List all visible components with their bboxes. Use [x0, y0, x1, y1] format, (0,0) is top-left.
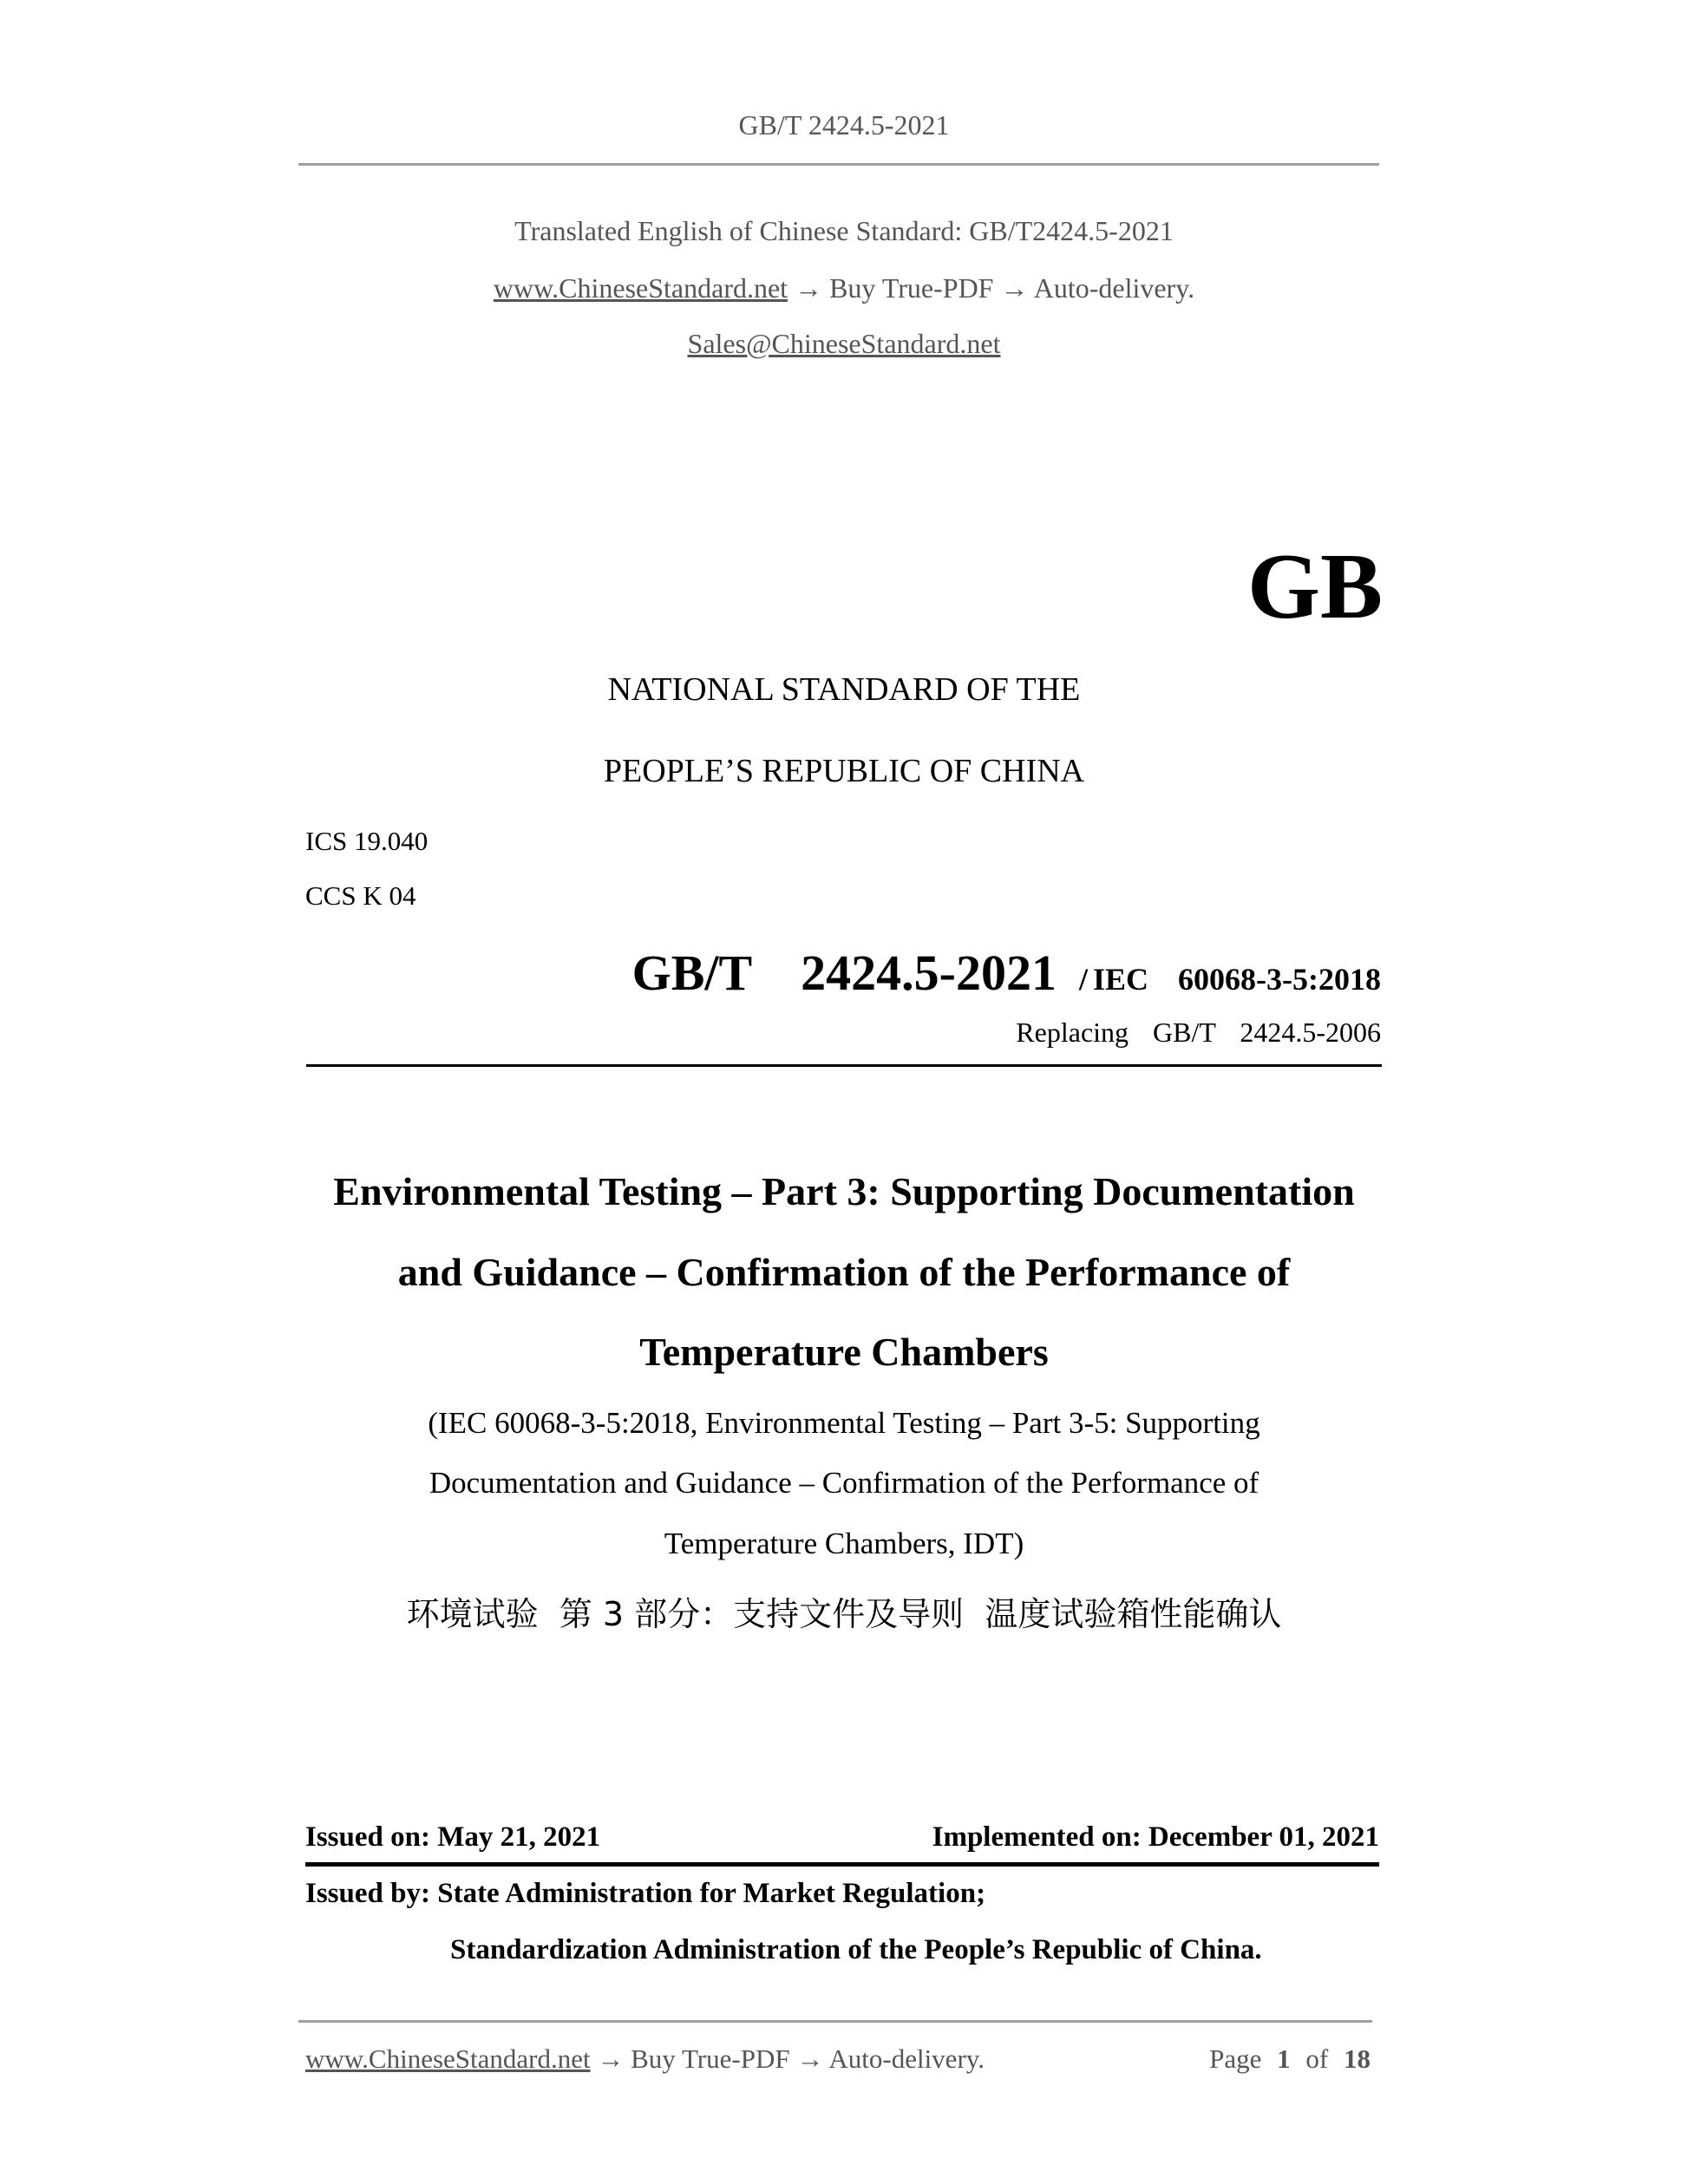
standard-number: GB/T 2424.5-2021: [631, 945, 1057, 1001]
standard-separator: /: [1079, 962, 1089, 997]
subtitle-line-1: (IEC 60068-3-5:2018, Environmental Testing – Part 3-5: Supporting: [428, 1406, 1260, 1440]
promo-text: → Buy True-PDF → Auto-delivery.: [788, 272, 1195, 304]
header-divider: [298, 163, 1379, 166]
translated-notice: Translated English of Chinese Standard: GB/T2424.5-2021: [514, 215, 1174, 246]
footer-promo-text: → Buy True-PDF → Auto-delivery.: [590, 2043, 985, 2074]
page-label: Page: [1209, 2043, 1262, 2074]
ics-code: ICS 19.040: [305, 826, 429, 856]
iec-number: IEC 60068-3-5:2018: [1093, 962, 1381, 997]
national-standard-line2: PEOPLE’S REPUBLIC OF CHINA: [603, 753, 1085, 789]
implemented-on-date: Implemented on: December 01, 2021: [932, 1821, 1379, 1853]
footer-promo: [305, 2042, 985, 2076]
page-total: 18: [1344, 2043, 1371, 2074]
ccs-code: CCS K 04: [305, 880, 416, 911]
title-line-1: Environmental Testing – Part 3: Supporting Documentation: [333, 1169, 1355, 1213]
running-header: GB/T 2424.5-2021: [738, 109, 950, 141]
page-of: of: [1305, 2043, 1329, 2074]
replacing-standard: Replacing GB/T 2424.5-2006: [1016, 1017, 1381, 1048]
promo-line: [0, 271, 1688, 305]
dates-divider: [305, 1862, 1379, 1867]
email-line: [0, 326, 1688, 361]
title-divider: [306, 1064, 1382, 1067]
page-current: 1: [1277, 2043, 1291, 2074]
issued-by-line2: Standardization Administration of the People’s Republic of China.: [450, 1934, 1262, 1965]
page-indicator: [1209, 2042, 1371, 2076]
email-link[interactable]: Sales@ChineseStandard.net: [687, 328, 1001, 359]
national-standard-line1: NATIONAL STANDARD OF THE: [607, 671, 1081, 708]
title-line-3: Temperature Chambers: [639, 1330, 1049, 1374]
issued-on-date: Issued on: May 21, 2021: [305, 1821, 601, 1853]
title-line-2: and Guidance – Confirmation of the Performance of: [397, 1250, 1291, 1294]
issued-by-line1: Issued by: State Administration for Market Regulation;: [305, 1878, 986, 1909]
site-link[interactable]: www.ChineseStandard.net: [493, 272, 788, 304]
subtitle-line-2: Documentation and Guidance – Confirmation of the Performance of: [429, 1466, 1259, 1500]
standard-number-line: [632, 945, 1381, 1014]
chinese-title: 环境试验 第 3 部分：支持文件及导则 温度试验箱性能确认: [406, 1595, 1282, 1633]
gb-logo-mark: GB: [1246, 535, 1383, 638]
footer-site-link[interactable]: www.ChineseStandard.net: [305, 2043, 591, 2074]
footer-divider: [298, 2020, 1372, 2023]
subtitle-line-3: Temperature Chambers, IDT): [664, 1527, 1024, 1560]
